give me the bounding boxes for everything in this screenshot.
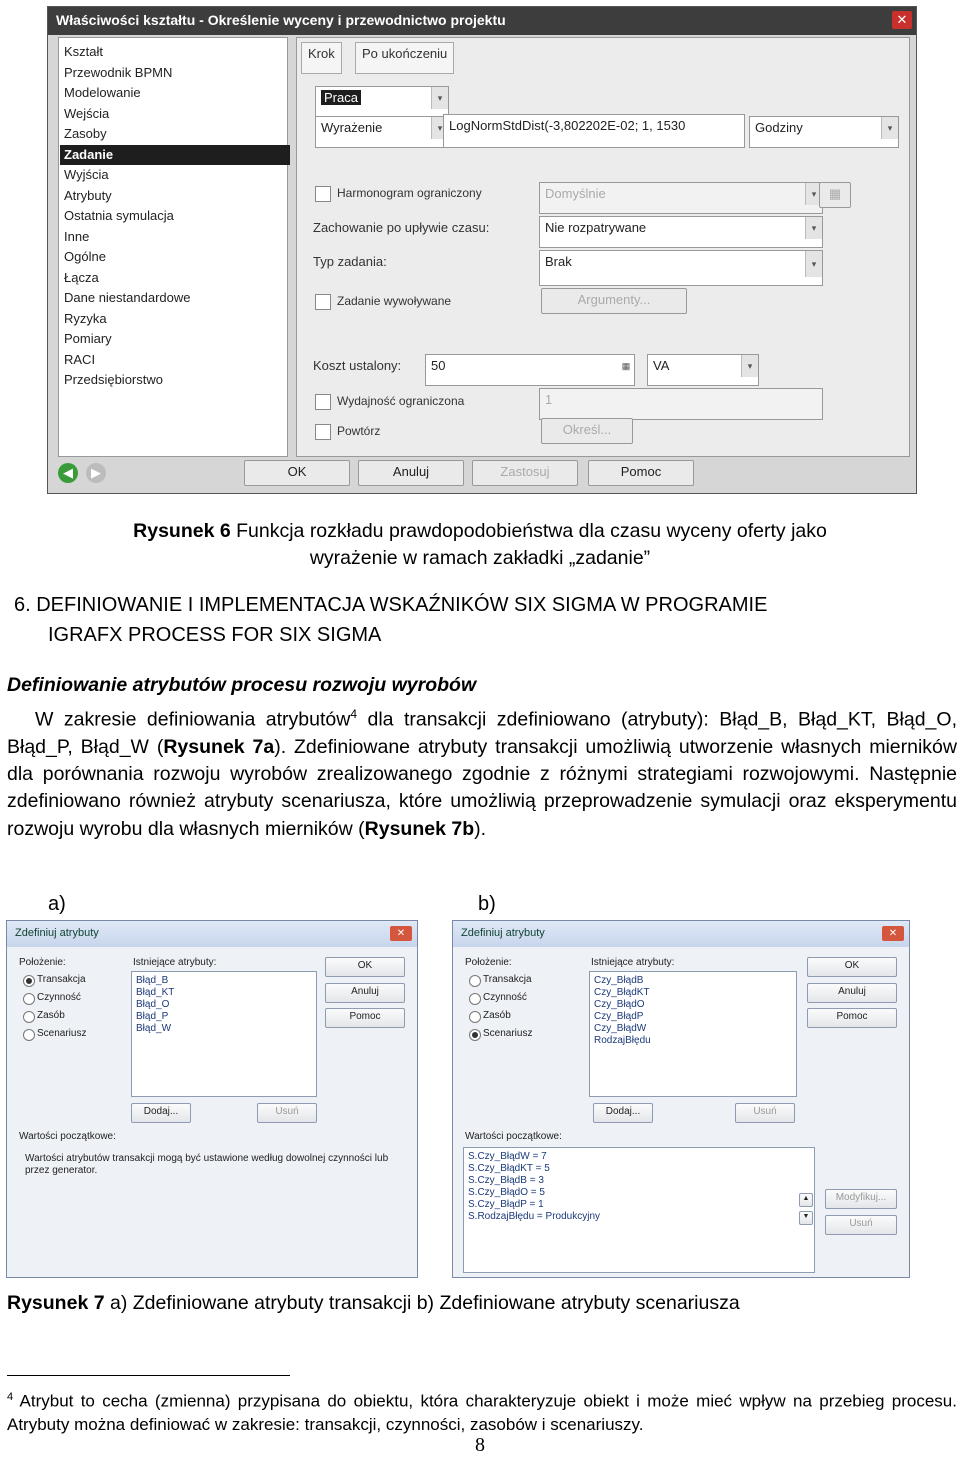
list-item[interactable]: RodzajBłędu — [594, 1035, 651, 1046]
radio-czynnosc[interactable] — [23, 993, 35, 1005]
radio-transakcja[interactable] — [469, 975, 481, 987]
attribute-note: Wartości atrybutów transakcji mogą być ustawione według dowolnej czynności lub przez generator. — [25, 1153, 389, 1176]
fixed-cost-value: 50 — [431, 358, 446, 373]
section-heading — [14, 590, 960, 650]
existing-attributes-label: Istniejące atrybuty: — [591, 957, 675, 968]
fixed-cost-label: Koszt ustalony: — [313, 358, 402, 373]
distribution-input[interactable] — [443, 114, 745, 148]
schedule-select[interactable] — [539, 182, 823, 214]
scroll-down-icon[interactable]: ▼ — [799, 1211, 813, 1225]
grid-icon: ▦ — [621, 361, 631, 371]
radio-zasob[interactable] — [469, 1011, 481, 1023]
nav-item[interactable]: Zasoby — [64, 126, 107, 141]
caption-text: Funkcja rozkładu prawdopodobieństwa dla czasu wyceny oferty jako — [230, 520, 827, 542]
help-button[interactable]: Pomoc — [325, 1008, 405, 1028]
timeout-behavior-label: Zachowanie po upływie czasu: — [313, 220, 490, 235]
subsection-heading: Definiowanie atrybutów procesu rozwoju wyrobów — [7, 674, 477, 696]
cancel-button[interactable]: Anuluj — [325, 983, 405, 1003]
apply-button[interactable]: Zastosuj — [472, 460, 578, 486]
location-label: Położenie: — [19, 957, 66, 968]
location-label: Położenie: — [465, 957, 512, 968]
limited-capacity-checkbox[interactable] — [315, 394, 331, 410]
list-item[interactable]: Czy_BłądB — [594, 975, 644, 986]
list-item[interactable]: S.Czy_BłądB = 3 — [468, 1175, 544, 1186]
close-button[interactable]: ✕ — [882, 926, 904, 941]
close-button[interactable]: ✕ — [390, 926, 412, 941]
called-task-checkbox[interactable] — [315, 294, 331, 310]
remove-value-button[interactable]: Usuń — [825, 1215, 897, 1235]
para-part-1: W zakresie definiowania atrybutów — [35, 708, 351, 731]
dialog-title: Zdefiniuj atrybuty — [7, 921, 417, 947]
chevron-down-icon: ▾ — [805, 217, 822, 239]
para-part-2: dla transakcji zdefiniowano (atrybuty): Błąd_B, Błąd_KT, Błąd_O, Błąd_P, Błąd_W ( — [7, 708, 957, 758]
radio-label: Zasób — [37, 1010, 65, 1021]
initial-values-label: Wartości początkowe: — [465, 1131, 562, 1142]
repeat-label: Powtórz — [337, 424, 381, 438]
radio-scenariusz[interactable] — [469, 1029, 481, 1041]
modify-button[interactable]: Modyfikuj... — [825, 1189, 897, 1209]
list-item[interactable]: S.Czy_BłądP = 1 — [468, 1199, 544, 1210]
caption-line-2: wyrażenie w ramach zakładki „zadanie” — [309, 547, 651, 569]
figure-ref-7b: Rysunek 7b — [364, 817, 475, 840]
chevron-down-icon: ▾ — [431, 87, 448, 109]
nav-item[interactable]: Dane niestandardowe — [64, 290, 191, 305]
footnote-text: Atrybut to cecha (zmienna) przypisana do obiektu, która charakteryzuje obiekt i może mieć wpływ na przebieg procesu. Atrybuty można definiować w zakresie: transakcji, czynności, zasobów i scenariuszy. — [7, 1391, 957, 1434]
nav-item[interactable]: Modelowanie — [64, 85, 141, 100]
nav-item[interactable]: Atrybuty — [64, 187, 112, 203]
figure-label-a: a) — [48, 893, 66, 915]
radio-zasob[interactable] — [23, 1011, 35, 1023]
nav-item[interactable]: Ogólne — [64, 249, 106, 264]
expression-value: Wyrażenie — [321, 120, 383, 135]
shape-properties-dialog — [47, 6, 917, 494]
tab-krok[interactable]: Krok — [301, 42, 342, 74]
list-item[interactable]: Czy_BłądKT — [594, 987, 650, 998]
add-button[interactable]: Dodaj... — [131, 1103, 191, 1123]
nav-item[interactable]: Wejścia — [64, 105, 110, 121]
list-item[interactable]: S.Czy_BłądO = 5 — [468, 1187, 545, 1198]
list-item[interactable]: S.Czy_BłądKT = 5 — [468, 1163, 550, 1174]
footnote — [7, 1386, 957, 1436]
attributes-list[interactable] — [131, 971, 317, 1097]
radio-label: Zasób — [483, 1010, 511, 1021]
list-item[interactable]: Błąd_B — [136, 975, 169, 986]
nav-pane — [58, 37, 288, 457]
figure-ref-7a: Rysunek 7a — [163, 735, 275, 758]
remove-button[interactable]: Usuń — [257, 1103, 317, 1123]
arguments-button[interactable]: Argumenty... — [541, 288, 687, 314]
list-item[interactable]: Czy_BłądO — [594, 999, 645, 1010]
radio-scenariusz[interactable] — [23, 1029, 35, 1041]
figure-7-caption — [7, 1292, 740, 1315]
define-button[interactable]: Określ... — [541, 418, 633, 444]
radio-label: Scenariusz — [37, 1028, 87, 1039]
dialog-title: Zdefiniuj atrybuty — [453, 921, 909, 947]
list-item[interactable]: Błąd_O — [136, 999, 170, 1010]
nav-item[interactable]: Wyjścia — [64, 167, 109, 182]
task-panel — [296, 37, 910, 457]
limited-capacity-label: Wydajność ograniczona — [337, 394, 465, 408]
add-button[interactable]: Dodaj... — [593, 1103, 653, 1123]
scroll-up-icon[interactable]: ▲ — [799, 1193, 813, 1207]
grid-icon: ▦ — [828, 186, 842, 201]
radio-label: Czynność — [483, 992, 527, 1003]
task-type-label: Typ zadania: — [313, 254, 387, 269]
list-item[interactable]: S.Czy_BłądW = 7 — [468, 1151, 547, 1162]
chevron-down-icon: ▾ — [741, 355, 758, 377]
figure-6-caption — [0, 518, 960, 572]
radio-label: Transakcja — [37, 974, 86, 985]
nav-item[interactable]: Zadanie — [60, 145, 290, 165]
back-arrow-icon[interactable]: ◀ — [58, 463, 78, 483]
caption-text: a) Zdefiniowane atrybuty transakcji b) Zdefiniowane atrybuty scenariusza — [104, 1292, 740, 1314]
list-item[interactable]: Błąd_P — [136, 1011, 169, 1022]
nav-item[interactable]: Ostatnia symulacja — [64, 208, 174, 223]
cancel-button[interactable]: Anuluj — [358, 460, 464, 486]
tab-po-ukonczeniu[interactable]: Po ukończeniu — [355, 42, 454, 74]
radio-label: Transakcja — [483, 974, 532, 985]
list-item[interactable]: Błąd_W — [136, 1023, 172, 1034]
chevron-down-icon: ▾ — [805, 251, 822, 277]
time-unit-value: Godziny — [755, 120, 803, 135]
cancel-button[interactable]: Anuluj — [807, 983, 897, 1003]
task-type-select[interactable] — [539, 250, 823, 286]
ok-button[interactable]: OK — [807, 957, 897, 977]
help-button[interactable]: Pomoc — [588, 460, 694, 486]
work-type-value: Praca — [321, 90, 361, 105]
forward-arrow-icon[interactable]: ▶ — [86, 463, 106, 483]
footnote-number: 4 — [7, 1391, 14, 1403]
initial-values-label: Wartości początkowe: — [19, 1131, 116, 1142]
called-task-label: Zadanie wywoływane — [337, 294, 452, 308]
attributes-list[interactable] — [589, 971, 797, 1097]
caption-label: Rysunek 7 — [7, 1292, 105, 1314]
radio-transakcja[interactable] — [23, 975, 35, 987]
radio-label: Scenariusz — [483, 1028, 533, 1039]
ok-button[interactable]: OK — [244, 460, 350, 486]
capacity-input[interactable] — [539, 388, 823, 420]
ok-button[interactable]: OK — [325, 957, 405, 977]
expression-select[interactable] — [315, 116, 449, 148]
chevron-down-icon: ▾ — [431, 117, 448, 139]
timeout-behavior-select[interactable] — [539, 216, 823, 248]
fixed-cost-input[interactable] — [425, 354, 635, 386]
nav-item[interactable]: Kształt — [64, 44, 104, 59]
schedule-value: Domyślnie — [545, 186, 606, 201]
list-item[interactable]: Czy_BłądP — [594, 1011, 644, 1022]
distribution-value: LogNormStdDist(-3,802202E-02; 1, 1530 — [449, 118, 686, 133]
value-added-select[interactable] — [647, 354, 759, 386]
define-attributes-dialog-a — [6, 920, 418, 1278]
radio-label: Czynność — [37, 992, 81, 1003]
body-paragraph — [7, 701, 957, 843]
nav-item[interactable]: RACI — [64, 351, 96, 367]
work-type-select[interactable] — [315, 86, 449, 118]
dialog-title: Właściwości kształtu - Określenie wyceny i przewodnictwo projektu — [48, 7, 916, 35]
section-heading-line-2: IGRAFX PROCESS FOR SIX SIGMA — [48, 624, 382, 646]
timeout-behavior-value: Nie rozpatrywane — [545, 220, 647, 235]
section-heading-line-1: 6. DEFINIOWANIE I IMPLEMENTACJA WSKAŹNIKÓW SIX SIGMA W PROGRAMIE — [14, 594, 768, 616]
capacity-value: 1 — [545, 392, 553, 407]
para-part-3: ). Zdefiniowane atrybuty transakcji umożliwią utworzenie własnych mierników dla porównania rozwoju wyrobów zrealizowanego zgodnie z różnymi strategiami rozwojowymi. Następnie zdefiniowano również atrybuty scenariusza, które umożliwią przeprowadzenie symulacji oraz eksperymentu rozwoju wyrobu dla własnych mierników ( — [7, 735, 957, 840]
value-added-value: VA — [653, 358, 670, 373]
caption-label: Rysunek 6 — [133, 520, 231, 542]
list-item[interactable]: Błąd_KT — [136, 987, 175, 998]
figure-label-b: b) — [478, 893, 496, 915]
close-button[interactable]: ✕ — [892, 11, 912, 29]
define-attributes-dialog-b — [452, 920, 910, 1278]
list-item[interactable]: Czy_BłądW — [594, 1023, 647, 1034]
footnote-ref: 4 — [350, 707, 358, 721]
schedule-label: Harmonogram ograniczony — [337, 186, 482, 200]
existing-attributes-label: Istniejące atrybuty: — [133, 957, 217, 968]
chevron-down-icon: ▾ — [805, 183, 822, 205]
nav-item[interactable]: Przewodnik BPMN — [64, 64, 173, 80]
chevron-down-icon: ▾ — [881, 117, 898, 139]
time-unit-select[interactable] — [749, 116, 899, 148]
schedule-checkbox[interactable] — [315, 186, 331, 202]
remove-button[interactable]: Usuń — [735, 1103, 795, 1123]
para-part-4: ). — [474, 817, 487, 840]
nav-item[interactable]: Ryzyka — [64, 310, 107, 326]
help-button[interactable]: Pomoc — [807, 1008, 897, 1028]
task-type-value: Brak — [545, 254, 572, 269]
nav-item[interactable]: Inne — [64, 228, 90, 244]
nav-item[interactable]: Przedsiębiorstwo — [64, 372, 163, 387]
initial-values-list[interactable] — [463, 1147, 815, 1273]
list-item[interactable]: S.RodzajBłędu = Produkcyjny — [468, 1211, 601, 1222]
schedule-grid-button[interactable] — [819, 182, 851, 208]
radio-czynnosc[interactable] — [469, 993, 481, 1005]
nav-item[interactable]: Łącza — [64, 269, 99, 285]
footnote-rule — [7, 1375, 290, 1376]
page-number: 8 — [475, 1434, 485, 1456]
nav-item[interactable]: Pomiary — [64, 331, 112, 346]
repeat-checkbox[interactable] — [315, 424, 331, 440]
